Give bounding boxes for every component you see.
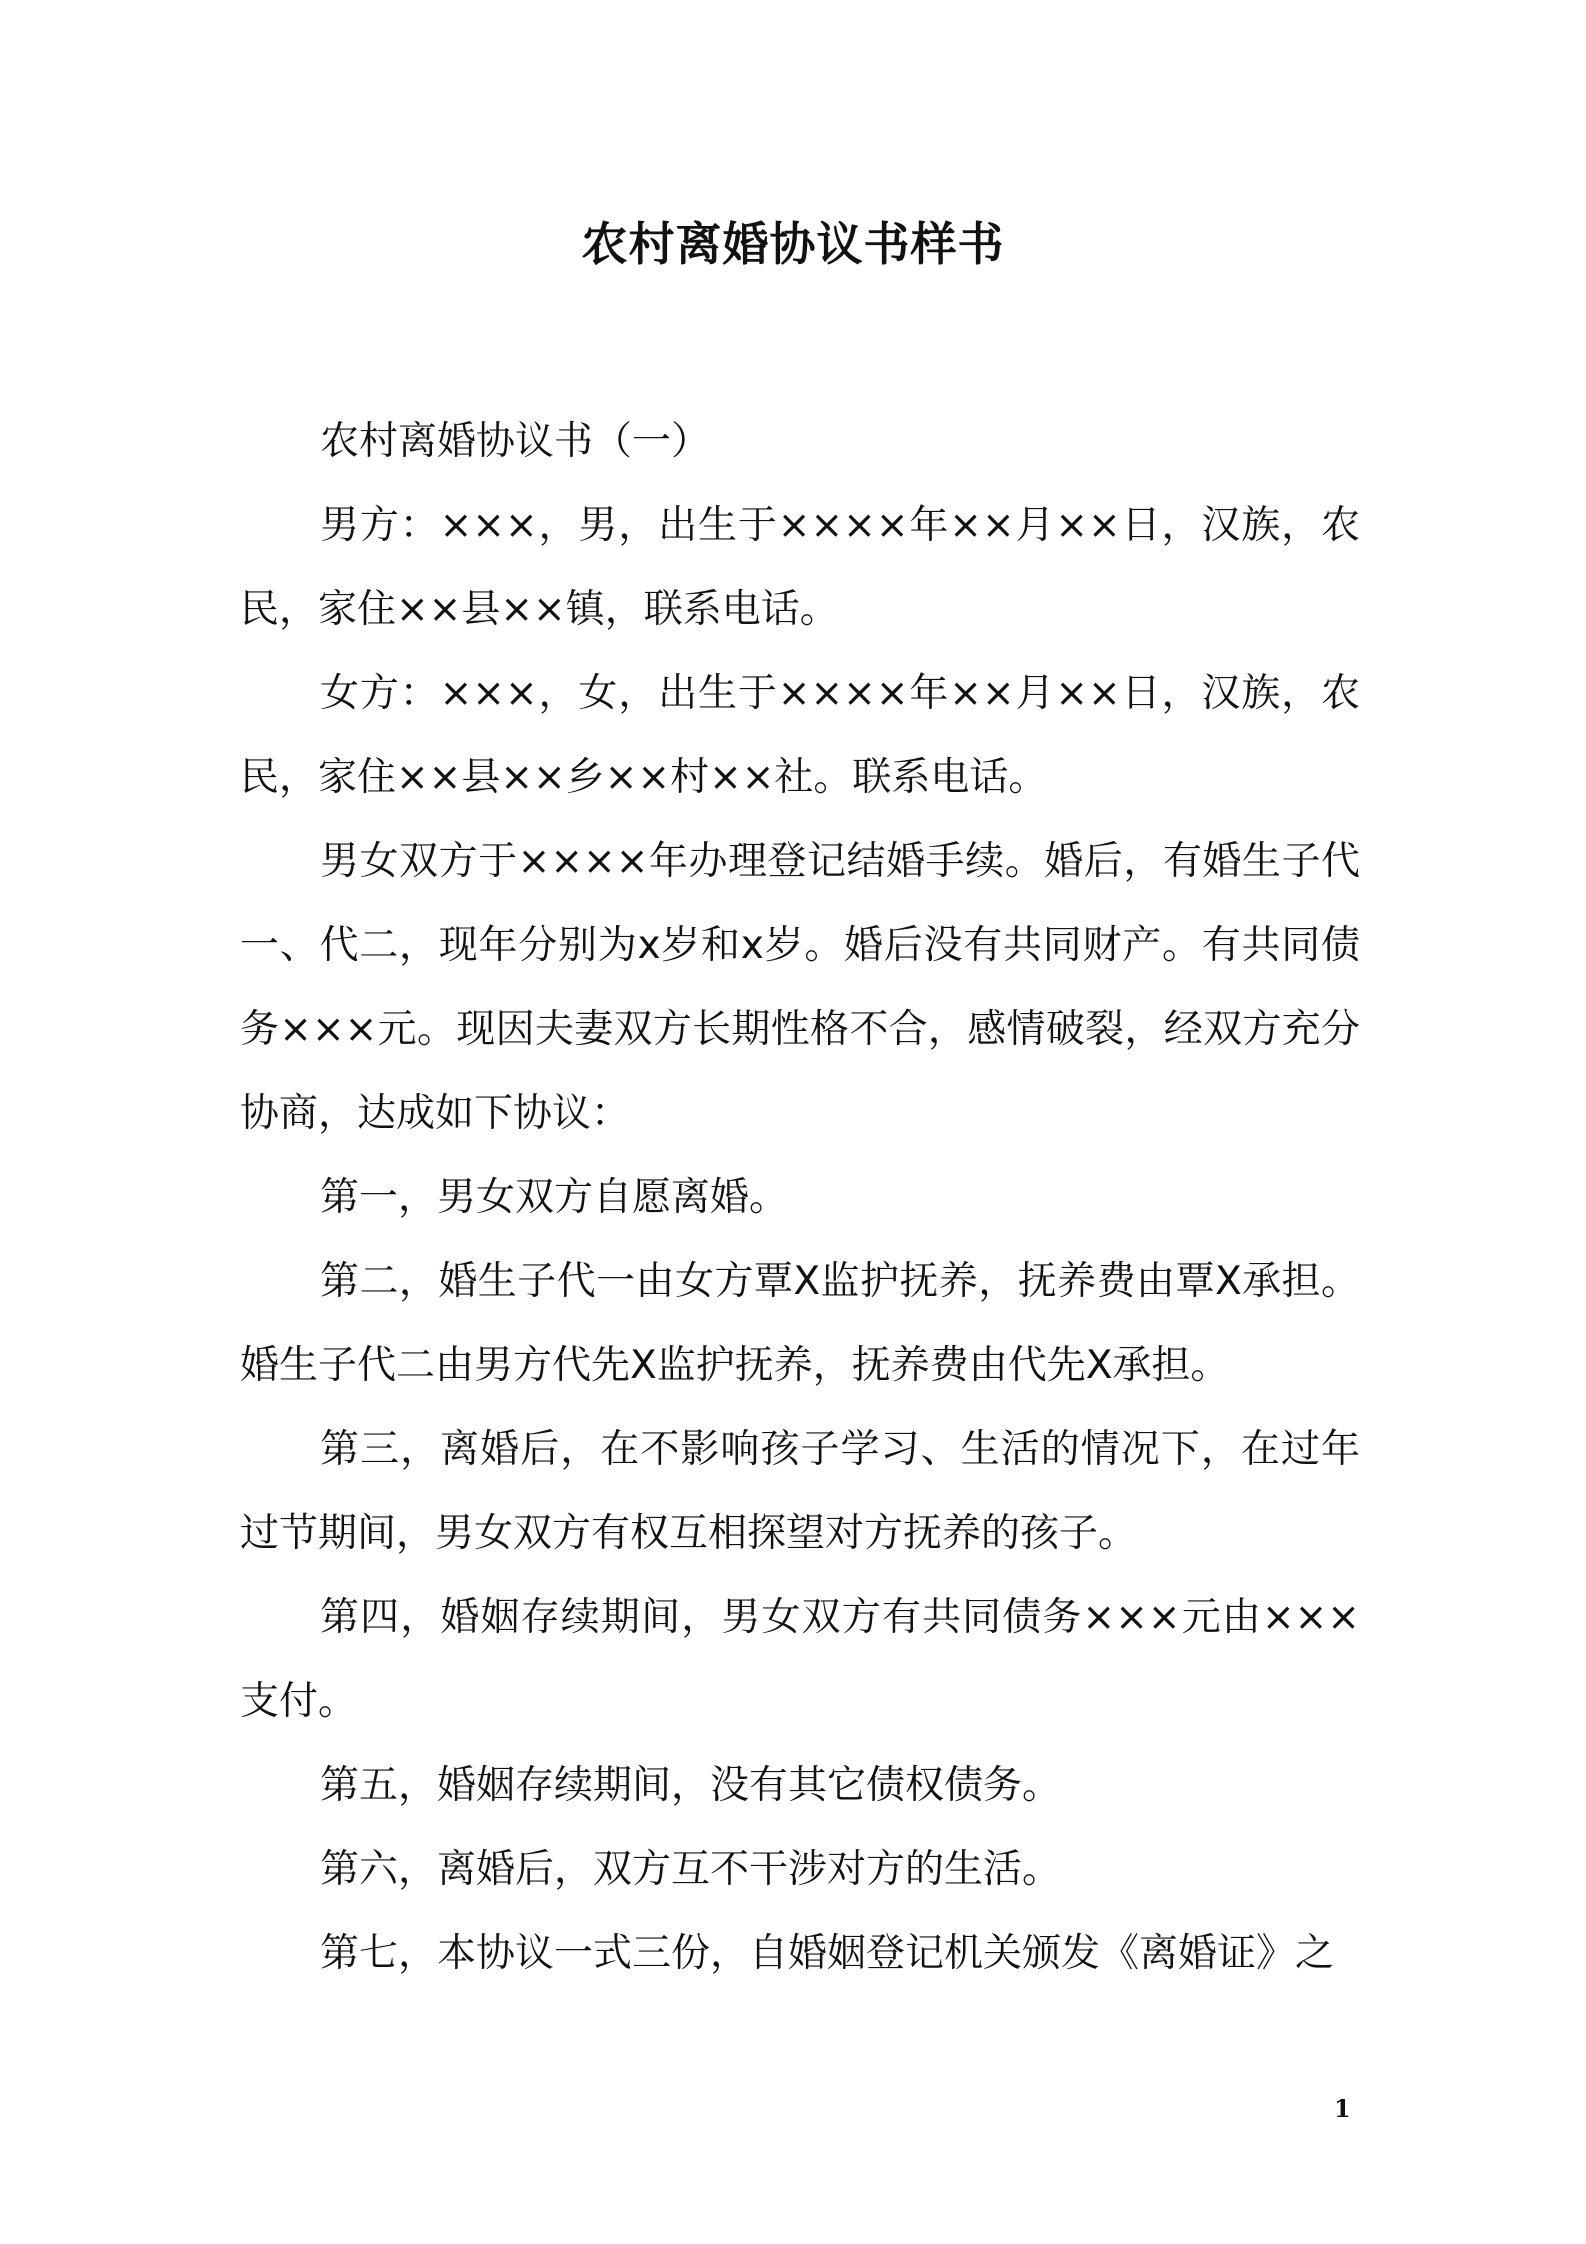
section-heading: 农村离婚协议书（一） [320, 419, 711, 464]
document-body [240, 400, 1360, 1996]
clause-3: 第三，离婚后，在不影响孩子学习、生活的情况下，在过年过节期间，男女双方有权互相探望对方抚养的孩子。 [240, 1427, 1360, 1556]
clause-5: 第五，婚姻存续期间，没有其它债权债务。 [320, 1763, 1062, 1808]
paragraph-female-party: 女方：×××，女，出生于××××年××月××日，汉族，农民，家住××县××乡××村××社。联系电话。 [240, 671, 1360, 800]
paragraph-background: 男女双方于××××年办理登记结婚手续。婚后，有婚生子代一、代二，现年分别为x岁和x岁。婚后没有共同财产。有共同债务×××元。现因夫妻双方长期性格不合，感情破裂，经双方充分协商，达成如下协议： [240, 839, 1360, 1136]
document-title: 农村离婚协议书样书 [581, 217, 1005, 271]
clause-4: 第四，婚姻存续期间，男女双方有共同债务×××元由×××支付。 [240, 1595, 1360, 1724]
clause-2: 第二，婚生子代一由女方覃X监护抚养，抚养费由覃X承担。婚生子代二由男方代先X监护抚养，抚养费由代先X承担。 [240, 1259, 1360, 1388]
clause-6: 第六，离婚后，双方互不干涉对方的生活。 [320, 1847, 1062, 1892]
clause-7: 第七，本协议一式三份，自婚姻登记机关颁发《离婚证》之 [320, 1931, 1335, 1976]
paragraph-male-party: 男方：×××，男，出生于××××年××月××日，汉族，农民，家住××县××镇，联系电话。 [240, 503, 1360, 632]
clause-1: 第一，男女双方自愿离婚。 [320, 1175, 789, 1220]
page-number: 1 [1334, 2094, 1351, 2123]
